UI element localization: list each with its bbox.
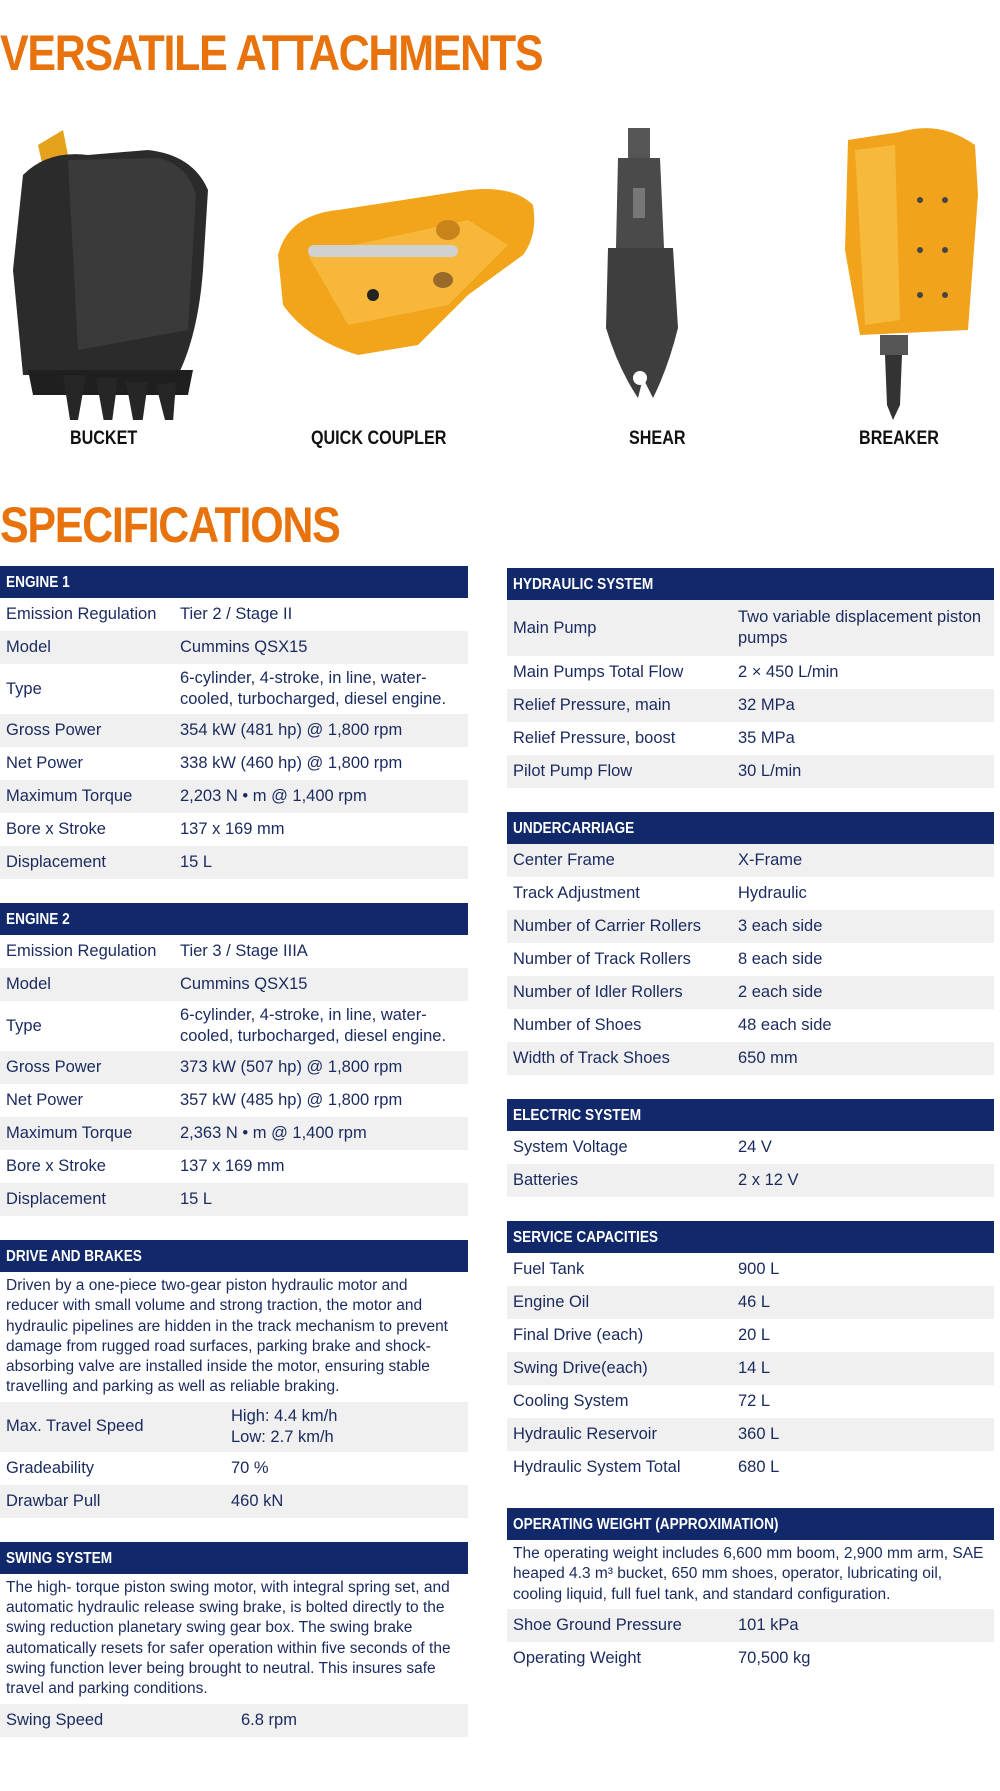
section-header: ENGINE 1 <box>0 566 468 598</box>
spec-value: 357 kW (485 hp) @ 1,800 rpm <box>180 1091 403 1109</box>
bucket-image <box>8 120 213 420</box>
section-header: HYDRAULIC SYSTEM <box>507 568 994 600</box>
spec-value: 6.8 rpm <box>235 1704 468 1737</box>
spec-value: 900 L <box>732 1253 994 1286</box>
table-row <box>0 780 468 813</box>
spec-key: Displacement <box>0 1183 174 1216</box>
spec-key: Engine Oil <box>507 1286 732 1319</box>
table-row <box>0 1452 468 1485</box>
table-row <box>507 976 994 1009</box>
spec-key: Relief Pressure, boost <box>507 722 732 755</box>
table-row <box>507 656 994 689</box>
spec-value: Hydraulic <box>732 877 994 910</box>
spec-key: Width of Track Shoes <box>507 1042 732 1075</box>
spec-key: System Voltage <box>507 1131 732 1164</box>
table-row <box>507 1253 994 1286</box>
table-row <box>507 755 994 788</box>
spec-value: 373 kW (507 hp) @ 1,800 rpm <box>174 1051 468 1084</box>
spec-value: 2 × 450 L/min <box>732 656 994 689</box>
spec-value: 24 V <box>732 1131 994 1164</box>
swing-table <box>0 1704 468 1737</box>
spec-value: 460 kN <box>225 1485 468 1518</box>
spec-key: Number of Shoes <box>507 1009 732 1042</box>
spec-value: 354 kW (481 hp) @ 1,800 rpm <box>174 714 468 747</box>
spec-key: Net Power <box>6 1091 84 1109</box>
spec-value: 20 L <box>732 1319 994 1352</box>
service-table <box>507 1253 994 1484</box>
spec-value: High: 4.4 km/h Low: 2.7 km/h <box>225 1402 468 1452</box>
spec-key: Center Frame <box>507 844 732 877</box>
spec-value: 137 x 169 mm <box>180 820 285 838</box>
electric-table <box>507 1131 994 1197</box>
spec-key: Fuel Tank <box>507 1253 732 1286</box>
section-header: DRIVE AND BRAKES <box>0 1240 468 1272</box>
engine-1-section <box>0 566 468 879</box>
table-row <box>507 1042 994 1075</box>
table-row <box>0 664 468 714</box>
table-row <box>0 598 468 631</box>
table-row <box>507 722 994 755</box>
operating-weight-section <box>507 1508 994 1675</box>
spec-key: Shoe Ground Pressure <box>507 1609 732 1642</box>
table-row <box>507 844 994 877</box>
spec-value: 650 mm <box>732 1042 994 1075</box>
spec-key: Number of Idler Rollers <box>507 976 732 1009</box>
table-row <box>507 689 994 722</box>
spec-value: 360 L <box>732 1418 994 1451</box>
spec-value: 338 kW (460 hp) @ 1,800 rpm <box>180 754 403 772</box>
table-row <box>507 1009 994 1042</box>
specifications-title: SPECIFICATIONS <box>0 497 340 553</box>
section-header: ELECTRIC SYSTEM <box>507 1099 994 1131</box>
spec-key: Displacement <box>0 846 174 879</box>
spec-value: 32 MPa <box>732 689 994 722</box>
operating-weight-description: The operating weight includes 6,600 mm boom, 2,900 mm arm, SAE heaped 4.3 m³ bucket, 650 mm shoes, operator, lubricating oil, cooling liquid, full fuel tank, and standard configuration. <box>513 1545 984 1603</box>
table-row <box>507 910 994 943</box>
spec-value: 2,203 N • m @ 1,400 rpm <box>174 780 468 813</box>
spec-value: 680 L <box>732 1451 994 1484</box>
spec-key: Emission Regulation <box>6 605 157 623</box>
spec-key: Track Adjustment <box>507 877 732 910</box>
spec-value: 2 each side <box>732 976 994 1009</box>
table-row <box>507 877 994 910</box>
spec-key: Main Pumps Total Flow <box>507 656 732 689</box>
section-header: UNDERCARRIAGE <box>507 812 994 844</box>
section-header: SERVICE CAPACITIES <box>507 1221 994 1253</box>
breaker-image <box>840 120 980 420</box>
spec-value: 35 MPa <box>732 722 994 755</box>
drive-table <box>0 1402 468 1518</box>
section-header: ENGINE 2 <box>0 903 468 935</box>
swing-system-section <box>0 1542 468 1737</box>
undercarriage-table <box>507 844 994 1075</box>
spec-value: Two variable displacement piston pumps <box>732 600 994 656</box>
table-row <box>0 1150 468 1183</box>
spec-value: 48 each side <box>732 1009 994 1042</box>
spec-key: Number of Carrier Rollers <box>507 910 732 943</box>
hydraulic-system-section <box>507 568 994 788</box>
section-header: OPERATING WEIGHT (APPROXIMATION) <box>507 1508 994 1540</box>
table-row <box>0 1183 468 1216</box>
spec-value: 15 L <box>174 1183 468 1216</box>
spec-key: Cooling System <box>507 1385 732 1418</box>
spec-key: Drawbar Pull <box>0 1485 225 1518</box>
spec-value: 15 L <box>174 846 468 879</box>
table-row <box>507 1352 994 1385</box>
specs-left-column <box>0 566 468 1761</box>
spec-key: Hydraulic System Total <box>507 1451 732 1484</box>
spec-key: Gross Power <box>0 714 174 747</box>
table-row <box>507 1319 994 1352</box>
spec-value: X-Frame <box>732 844 994 877</box>
spec-value: 2 x 12 V <box>732 1164 994 1197</box>
table-row <box>0 1051 468 1084</box>
spec-value: 30 L/min <box>732 755 994 788</box>
spec-value: Cummins QSX15 <box>174 968 468 1001</box>
spec-key: Bore x Stroke <box>6 820 106 838</box>
table-row <box>0 1402 468 1452</box>
spec-value: Tier 2 / Stage II <box>180 605 293 623</box>
spec-value: Tier 3 / Stage IIIA <box>180 942 308 960</box>
spec-value: 70 % <box>225 1452 468 1485</box>
spec-key: Maximum Torque <box>0 780 174 813</box>
table-row <box>0 968 468 1001</box>
shear-image <box>598 128 688 408</box>
spec-value: 72 L <box>732 1385 994 1418</box>
table-row <box>507 1164 994 1197</box>
spec-key: Model <box>0 631 174 664</box>
spec-key: Swing Drive(each) <box>507 1352 732 1385</box>
drive-description: Driven by a one-piece two-gear piston hydraulic motor and reducer with small volume and strong traction, the motor and hydraulic pipelines are hidden in the track mechanism to prevent damage from rugged road surfaces, parking brake and shock-absorbing valve are installed inside the motor, ensuring stable travelling and parking as well as reliable braking. <box>6 1277 448 1396</box>
table-row <box>0 714 468 747</box>
table-row <box>0 747 468 780</box>
spec-value: 8 each side <box>732 943 994 976</box>
section-header: SWING SYSTEM <box>0 1542 468 1574</box>
spec-key: Bore x Stroke <box>6 1157 106 1175</box>
spec-key: Hydraulic Reservoir <box>507 1418 732 1451</box>
spec-value: 6-cylinder, 4-stroke, in line, water-cooled, turbocharged, diesel engine. <box>180 1006 447 1045</box>
spec-key: Main Pump <box>507 600 732 656</box>
engine-1-table <box>0 598 468 879</box>
table-row <box>507 1385 994 1418</box>
electric-system-section <box>507 1099 994 1197</box>
spec-value: 14 L <box>732 1352 994 1385</box>
spec-key: Type <box>6 1016 42 1035</box>
table-row <box>0 631 468 664</box>
spec-key: Gross Power <box>0 1051 174 1084</box>
spec-value: 101 kPa <box>732 1609 994 1642</box>
drive-brakes-section <box>0 1240 468 1518</box>
table-row <box>0 935 468 968</box>
table-row <box>0 1117 468 1150</box>
table-row <box>0 1001 468 1051</box>
attachment-label-quick-coupler: QUICK COUPLER <box>311 428 447 449</box>
spec-value: 2,363 N • m @ 1,400 rpm <box>174 1117 468 1150</box>
spec-key: Emission Regulation <box>6 942 157 960</box>
spec-key: Max. Travel Speed <box>0 1402 225 1452</box>
spec-key: Pilot Pump Flow <box>507 755 732 788</box>
hydraulic-table <box>507 600 994 788</box>
quick-coupler-image <box>268 175 543 365</box>
table-row <box>0 813 468 846</box>
table-row <box>0 846 468 879</box>
table-row <box>507 1451 994 1484</box>
spec-value: Cummins QSX15 <box>174 631 468 664</box>
table-row <box>507 1131 994 1164</box>
spec-key: Model <box>0 968 174 1001</box>
spec-key: Gradeability <box>0 1452 225 1485</box>
spec-key: Relief Pressure, main <box>507 689 732 722</box>
table-row <box>0 1485 468 1518</box>
spec-key: Number of Track Rollers <box>507 943 732 976</box>
spec-value: 6-cylinder, 4-stroke, in line, water-cooled, turbocharged, diesel engine. <box>180 669 447 708</box>
table-row <box>507 600 994 656</box>
spec-key: Final Drive (each) <box>507 1319 732 1352</box>
spec-value: 70,500 kg <box>732 1642 994 1675</box>
table-row <box>507 1286 994 1319</box>
attachments-title: VERSATILE ATTACHMENTS <box>0 25 543 81</box>
attachment-label-bucket: BUCKET <box>70 428 138 449</box>
spec-key: Operating Weight <box>507 1642 732 1675</box>
table-row <box>0 1084 468 1117</box>
spec-value: 3 each side <box>732 910 994 943</box>
attachment-label-shear: SHEAR <box>628 428 686 449</box>
table-row <box>507 1418 994 1451</box>
table-row <box>0 1704 468 1737</box>
engine-2-table <box>0 935 468 1216</box>
spec-key: Maximum Torque <box>0 1117 174 1150</box>
spec-value: 137 x 169 mm <box>180 1157 285 1175</box>
specs-right-column <box>507 568 994 1699</box>
spec-key: Swing Speed <box>0 1704 235 1737</box>
attachment-label-breaker: BREAKER <box>859 428 939 449</box>
swing-description: The high- torque piston swing motor, with integral spring set, and automatic hydraulic release swing brake, is bolted directly to the swing reduction planetary swing gear box. The swing brake automatically resets for safer operation within five seconds of the swing function lever being brought to neutral. This insures safe travel and parking conditions. <box>6 1578 451 1698</box>
service-capacities-section <box>507 1221 994 1484</box>
table-row <box>507 1609 994 1642</box>
spec-key: Type <box>6 679 42 698</box>
undercarriage-section <box>507 812 994 1075</box>
spec-key: Net Power <box>6 754 84 772</box>
table-row <box>507 1642 994 1675</box>
engine-2-section <box>0 903 468 1216</box>
weight-table <box>507 1609 994 1675</box>
spec-key: Batteries <box>507 1164 732 1197</box>
table-row <box>507 943 994 976</box>
spec-value: 46 L <box>732 1286 994 1319</box>
